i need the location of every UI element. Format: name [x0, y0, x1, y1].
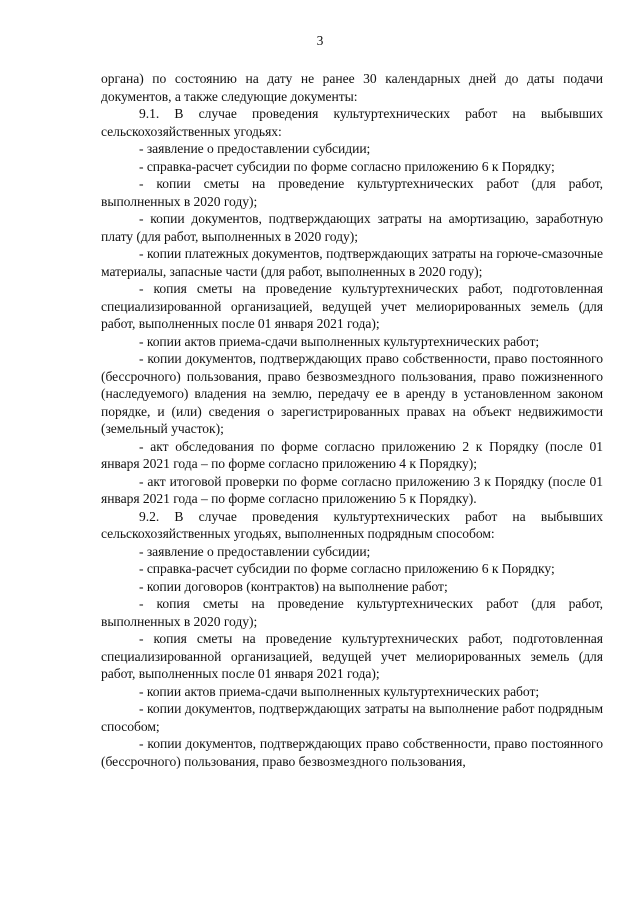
section-heading-9-1: 9.1. В случае проведения культуртехнических работ на выбывших сельскохозяйственных угодьях:: [101, 106, 603, 139]
list-item: - копии сметы на проведение культуртехнических работ (для работ, выполненных в 2020 году);: [101, 176, 603, 209]
document-body: [101, 70, 603, 770]
list-item: - заявление о предоставлении субсидии;: [139, 543, 371, 559]
paragraph-continuation: органа) по состоянию на дату не ранее 30 календарных дней до даты подачи документов, а также следующие документы:: [101, 71, 603, 104]
page-number: 3: [316, 33, 324, 48]
list-item: - заявление о предоставлении субсидии;: [139, 141, 371, 156]
list-item: - копии документов, подтверждающих затраты на амортизацию, заработную плату (для работ, выполненных в 2020 году);: [101, 211, 603, 244]
list-item: - справка-расчет субсидии по форме согласно приложению 6 к Порядку;: [139, 158, 555, 174]
list-item: - копии актов приема-сдачи выполненных культуртехнических работ;: [139, 333, 540, 349]
list-item: - копии документов, подтверждающих право собственности, право постоянного (бессрочного) пользования, право безвозмездного пользования,: [101, 736, 603, 769]
list-item: - копия сметы на проведение культуртехнических работ (для работ, выполненных в 2020 году);: [101, 596, 603, 629]
list-item: - акт обследования по форме согласно приложению 2 к Порядку (после 01 января 2021 года – по форме согласно приложению 4 к Порядку);: [101, 438, 603, 471]
section-heading-9-2: 9.2. В случае проведения культуртехнических работ на выбывших сельскохозяйственных угодьях, выполненных подрядным способом:: [101, 508, 603, 541]
list-item: - справка-расчет субсидии по форме согласно приложению 6 к Порядку;: [139, 561, 555, 576]
list-item: - копии актов приема-сдачи выполненных культуртехнических работ;: [139, 683, 540, 699]
list-item: - копии документов, подтверждающих право собственности, право постоянного (бессрочного) пользования, право безвозмездного пользования, право пожизненного (наследуемого) владения на землю, передачу ее в аренду в установленном законом порядке, и (или) сведения о зарегистрированных правах на объект недвижимости (земельный участок);: [101, 351, 603, 436]
list-item: - копия сметы на проведение культуртехнических работ, подготовленная специализированной организацией, ведущей учет мелиорированных земель (для работ, выполненных после 01 января 2021 года);: [101, 631, 603, 681]
list-item: - копии платежных документов, подтверждающих затраты на горюче-смазочные материалы, запасные части (для работ, выполненных в 2020 году);: [101, 246, 603, 279]
list-item: - копии документов, подтверждающих затраты на выполнение работ подрядным способом;: [101, 701, 603, 734]
list-item: - акт итоговой проверки по форме согласно приложению 3 к Порядку (после 01 января 2021 года – по форме согласно приложению 5 к Порядку).: [101, 473, 603, 506]
list-item: - копия сметы на проведение культуртехнических работ, подготовленная специализированной организацией, ведущей учет мелиорированных земель (для работ, выполненных после 01 января 2021 года);: [101, 281, 603, 331]
list-item: - копии договоров (контрактов) на выполнение работ;: [139, 578, 448, 594]
